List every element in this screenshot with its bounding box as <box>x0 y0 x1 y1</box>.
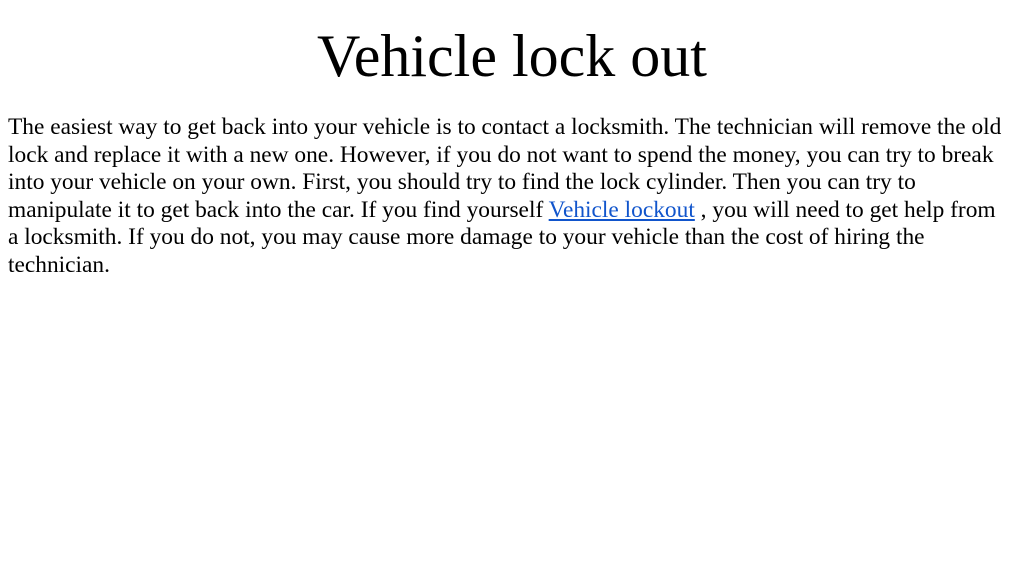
paragraph-text-before-link: The easiest way to get back into your vehicle is to contact a locksmith. The technician will remove the old lock and replace it with a new one. However, if you do not want to spend the money, you can try to break into your vehicle on your own. First, you should try to find the lock cylinder. Then you can try to manipulate it to get back into the car. If you find yourself <box>8 114 1002 223</box>
body-paragraph <box>8 114 1008 280</box>
slide-title: Vehicle lock out <box>317 23 707 89</box>
paragraph-text-after-link: , you will need to get help from a locksmith. If you do not, you may cause more damage to your vehicle than the cost of hiring the technician. <box>8 196 996 278</box>
vehicle-lockout-link[interactable]: Vehicle lockout <box>548 196 695 223</box>
